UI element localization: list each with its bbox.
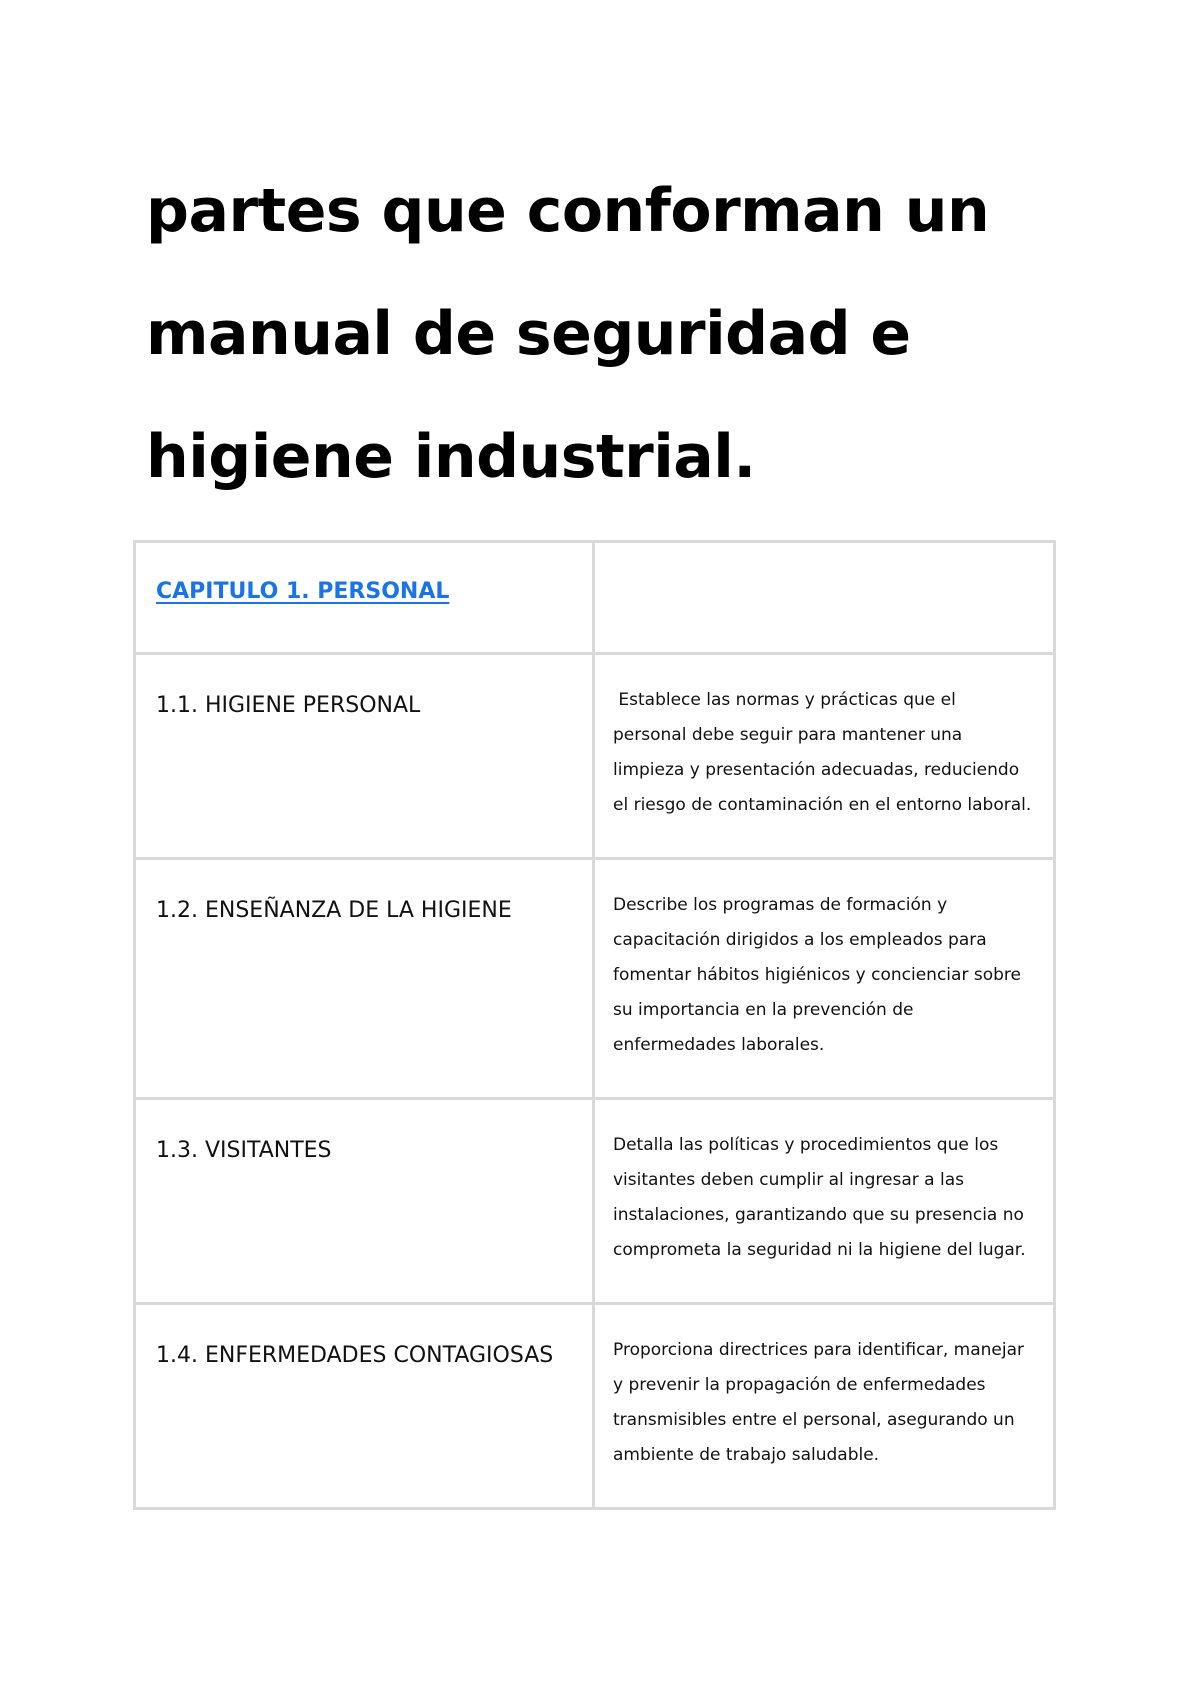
section-description: Proporciona directrices para identificar, manejar y prevenir la propagación de enfermedades transmisibles entre el personal, asegurando un ambiente de trabajo saludable. bbox=[613, 1340, 1024, 1465]
section-title-cell bbox=[135, 1099, 594, 1304]
section-description: Describe los programas de formación y capacitación dirigidos a los empleados para fomentar hábitos higiénicos y concienciar sobre su importancia en la prevención de enfermedades laborales. bbox=[613, 895, 1021, 1055]
chapter-link[interactable]: CAPITULO 1. PERSONAL bbox=[156, 579, 450, 604]
chapter-cell bbox=[135, 542, 594, 654]
section-title-cell bbox=[135, 859, 594, 1099]
table-row-chapter bbox=[135, 542, 1055, 654]
section-title-cell bbox=[135, 654, 594, 859]
table-row bbox=[135, 1099, 1055, 1304]
section-description: Establece las normas y prácticas que el personal debe seguir para mantener una limpieza y presentación adecuadas, reduciendo el riesgo de contaminación en el entorno laboral. bbox=[613, 690, 1032, 815]
table-row bbox=[135, 859, 1055, 1099]
section-title-cell bbox=[135, 1304, 594, 1509]
section-title: 1.2. ENSEÑANZA DE LA HIGIENE bbox=[156, 898, 512, 923]
section-description-cell bbox=[594, 859, 1055, 1099]
sections-table bbox=[133, 540, 1056, 1510]
page-title: partes que conforman un manual de seguridad e higiene industrial. bbox=[146, 176, 990, 492]
section-description-cell bbox=[594, 1099, 1055, 1304]
section-title: 1.3. VISITANTES bbox=[156, 1138, 332, 1163]
section-title: 1.4. ENFERMEDADES CONTAGIOSAS bbox=[156, 1343, 554, 1368]
section-title: 1.1. HIGIENE PERSONAL bbox=[156, 693, 421, 718]
section-description-cell bbox=[594, 654, 1055, 859]
empty-cell bbox=[594, 542, 1055, 654]
table-row bbox=[135, 1304, 1055, 1509]
table-row bbox=[135, 654, 1055, 859]
section-description-cell bbox=[594, 1304, 1055, 1509]
section-description: Detalla las políticas y procedimientos que los visitantes deben cumplir al ingresar a las instalaciones, garantizando que su presencia no comprometa la seguridad ni la higiene del lugar. bbox=[613, 1135, 1026, 1260]
